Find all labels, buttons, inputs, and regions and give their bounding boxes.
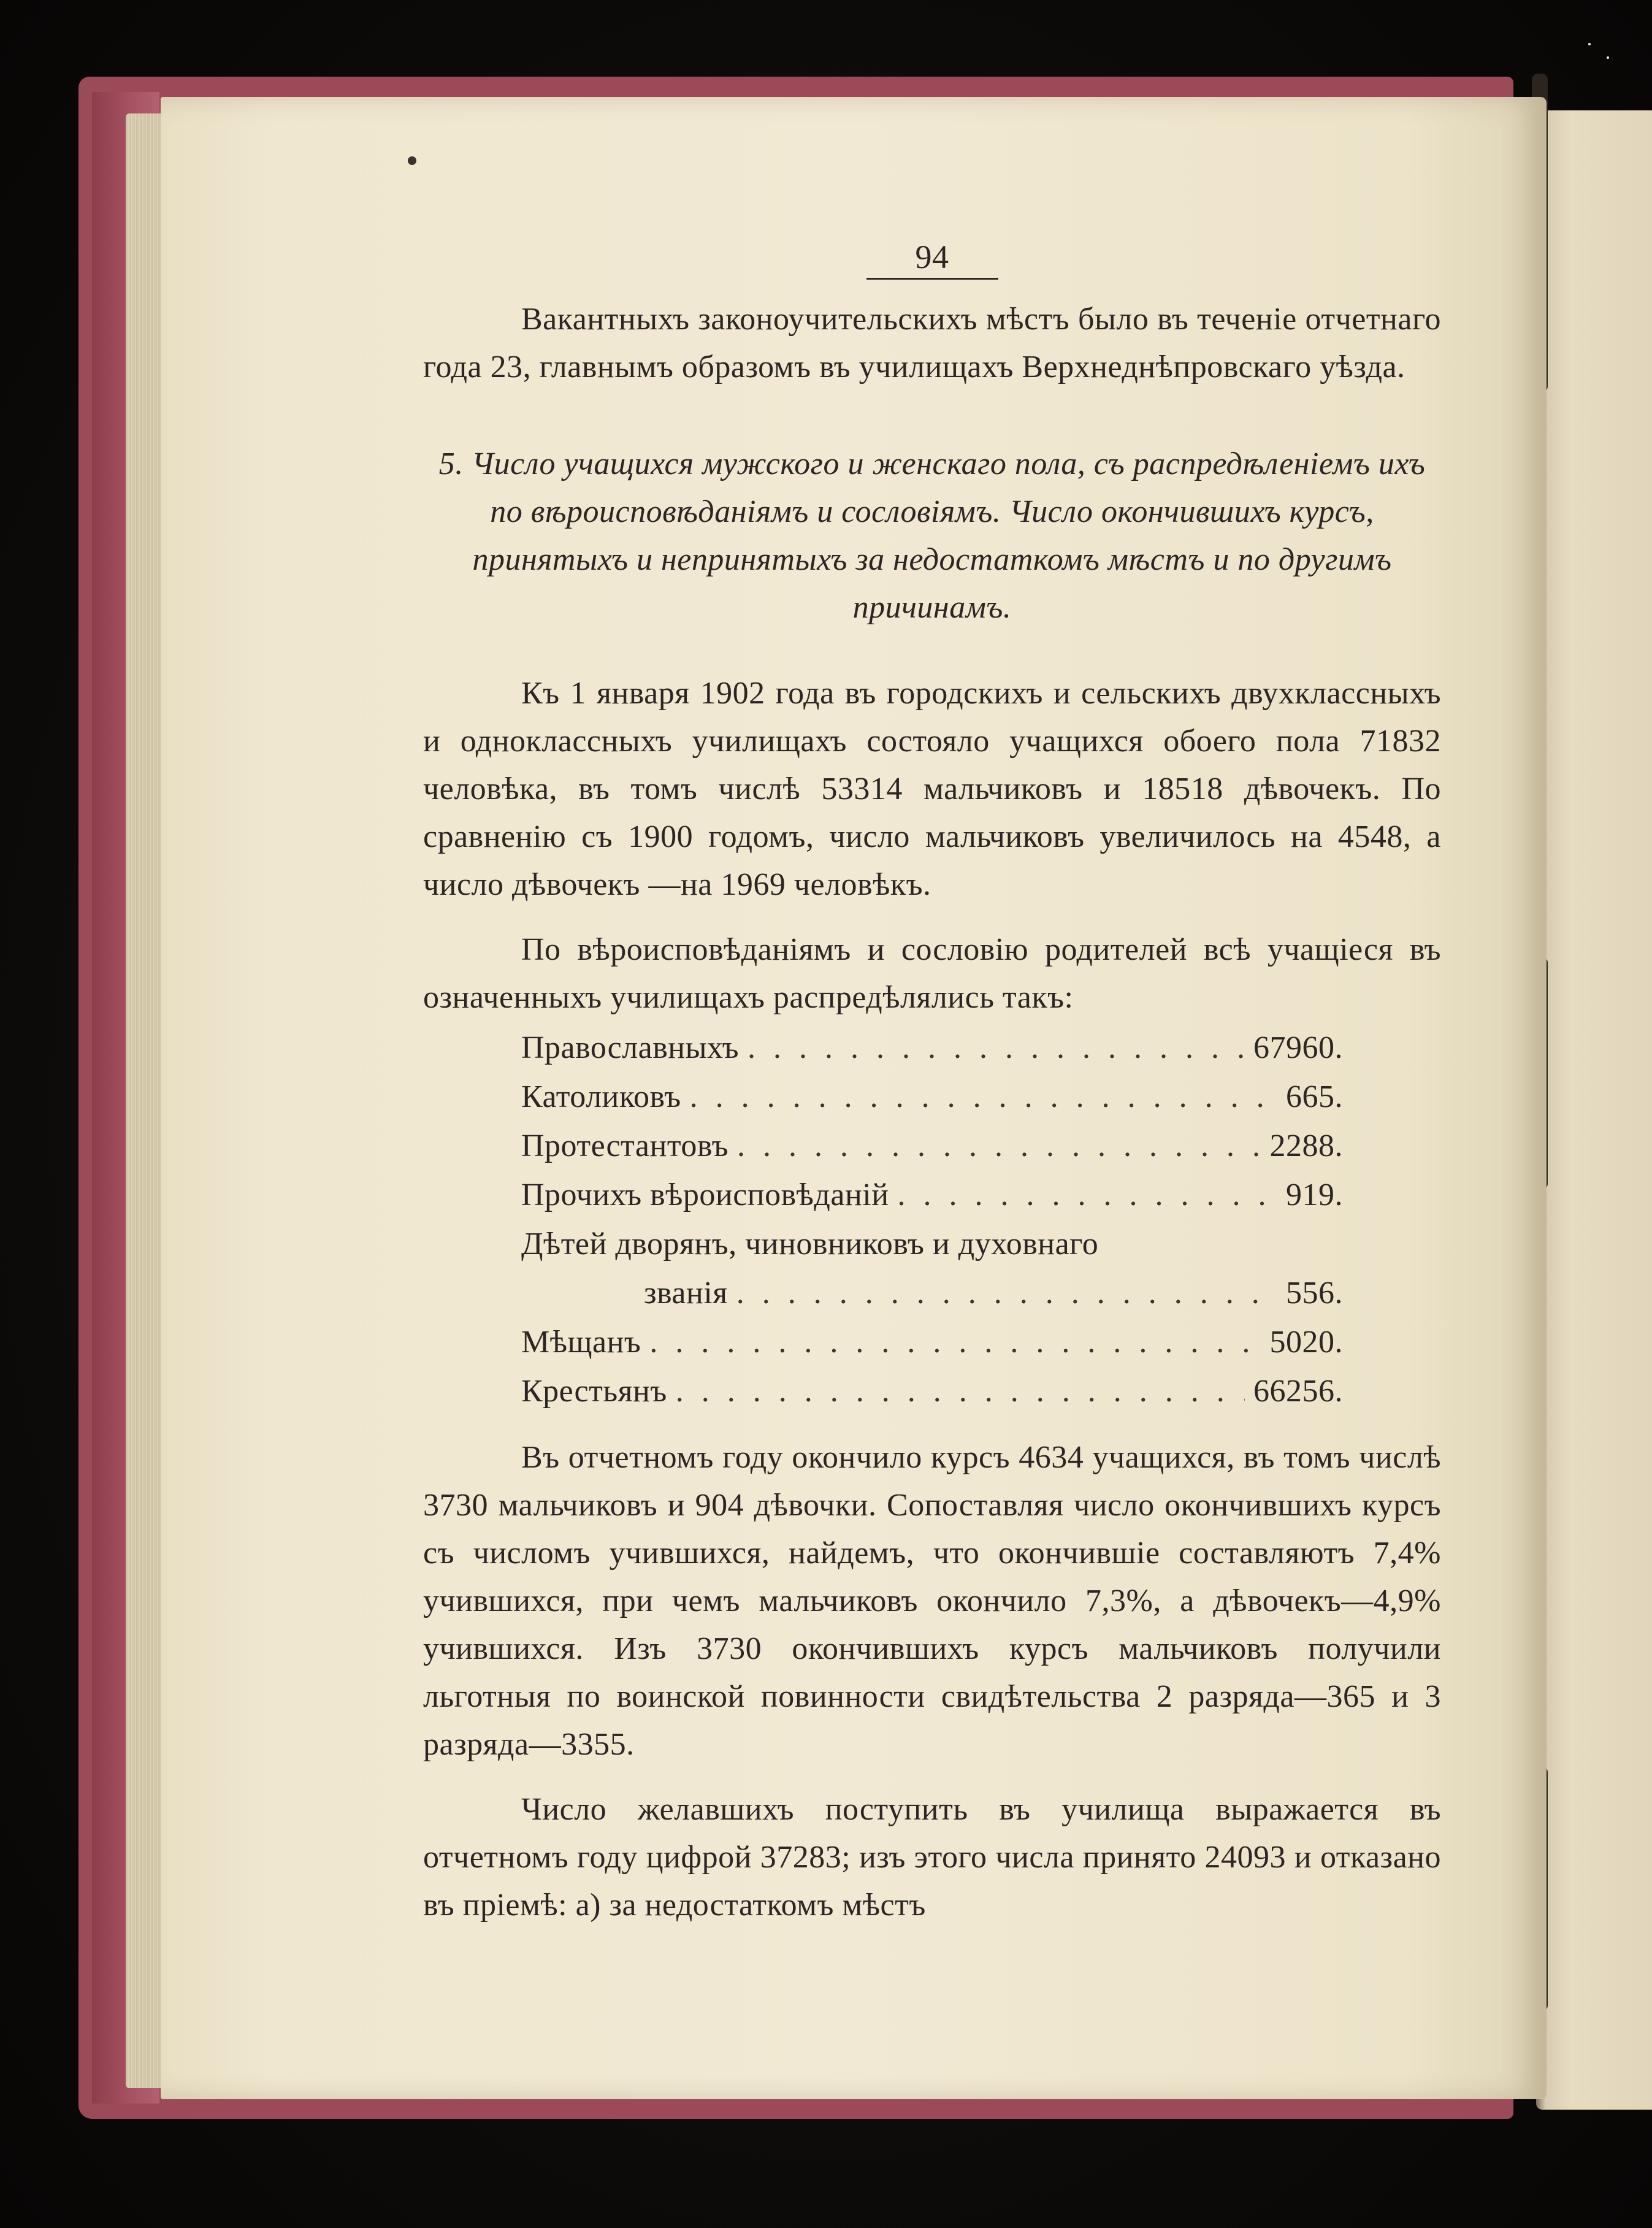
list-item: Дѣтей дворянъ, чиновниковъ и духовнаго [521,1227,1099,1261]
paragraph-admissions: Число желавшихъ поступить въ училища выражается въ отчетномъ году цифрой 37283; изъ этого числа принято 24093 и отказано въ пріемѣ: а) за недостаткомъ мѣстъ [423,1792,1441,1923]
list-item-continuation: званія . . . 556. [521,1269,1343,1319]
page-content [423,233,1441,1929]
section-heading [423,440,1441,632]
paragraph-graduates: Въ отчетномъ году окончило курсъ 4634 учащихся, въ томъ числѣ 3730 мальчиковъ и 904 дѣвочки. Сопоставляя число окончившихъ курсъ съ числомъ учившихся, найдемъ, что окончившіе составляютъ 7,4% учившихся, при чемъ мальчиковъ окончило 7,3%, а дѣвочекъ—4,9% учившихся. Изъ 3730 окончившихъ курсъ мальчиковъ получили льготныя по воинской повинности свидѣтельства 2 разряда—365 и 3 разряда—3355. [423,1440,1441,1762]
distribution-list [521,1024,1343,1417]
list-item: Православныхъ . . . 67960. [521,1024,1343,1073]
list-item: Крестьянъ . . . 66256. [521,1368,1343,1417]
paragraph-vacancies: Вакантныхъ законоучительскихъ мѣстъ было въ теченіе отчетнаго года 23, главнымъ образомъ въ училищахъ Верхнеднѣпровскаго уѣзда. [423,302,1441,385]
section-heading-text: Число учащихся мужского и женскаго пола, съ распредѣленіемъ ихъ по вѣроисповѣданіямъ и сословіямъ. Число окончившихъ курсъ, принятыхъ и непринятыхъ за недостаткомъ мѣстъ и по другимъ причинамъ. [472,446,1426,625]
list-item: Протестантовъ . . . 2288. [521,1122,1343,1171]
dust-speck [1588,43,1591,45]
facing-page [1536,110,1652,2110]
page-number: 94 [423,233,1441,281]
list-item: Прочихъ вѣроисповѣданій . . . 919. [521,1171,1343,1220]
paragraph-distribution-intro: По вѣроисповѣданіямъ и сословію родителей всѣ учащіеся въ означенныхъ училищахъ распредѣлялись такъ: [423,932,1441,1015]
list-item: Мѣщанъ . . . 5020. [521,1319,1343,1368]
dust-speck [1607,56,1609,59]
ink-dot [408,156,416,165]
paragraph-enrollment: Къ 1 января 1902 года въ городскихъ и сельскихъ двухклассныхъ и одноклассныхъ училищахъ состояло учащихся обоего пола 71832 человѣка, въ томъ числѣ 53314 мальчиковъ и 18518 дѣвочекъ. По сравненію съ 1900 годомъ, число мальчиковъ увеличилось на 4548, а число дѣвочекъ —на 1969 человѣкъ. [423,676,1441,902]
list-item: Католиковъ . . . 665. [521,1073,1343,1122]
section-number: 5. [438,446,464,481]
